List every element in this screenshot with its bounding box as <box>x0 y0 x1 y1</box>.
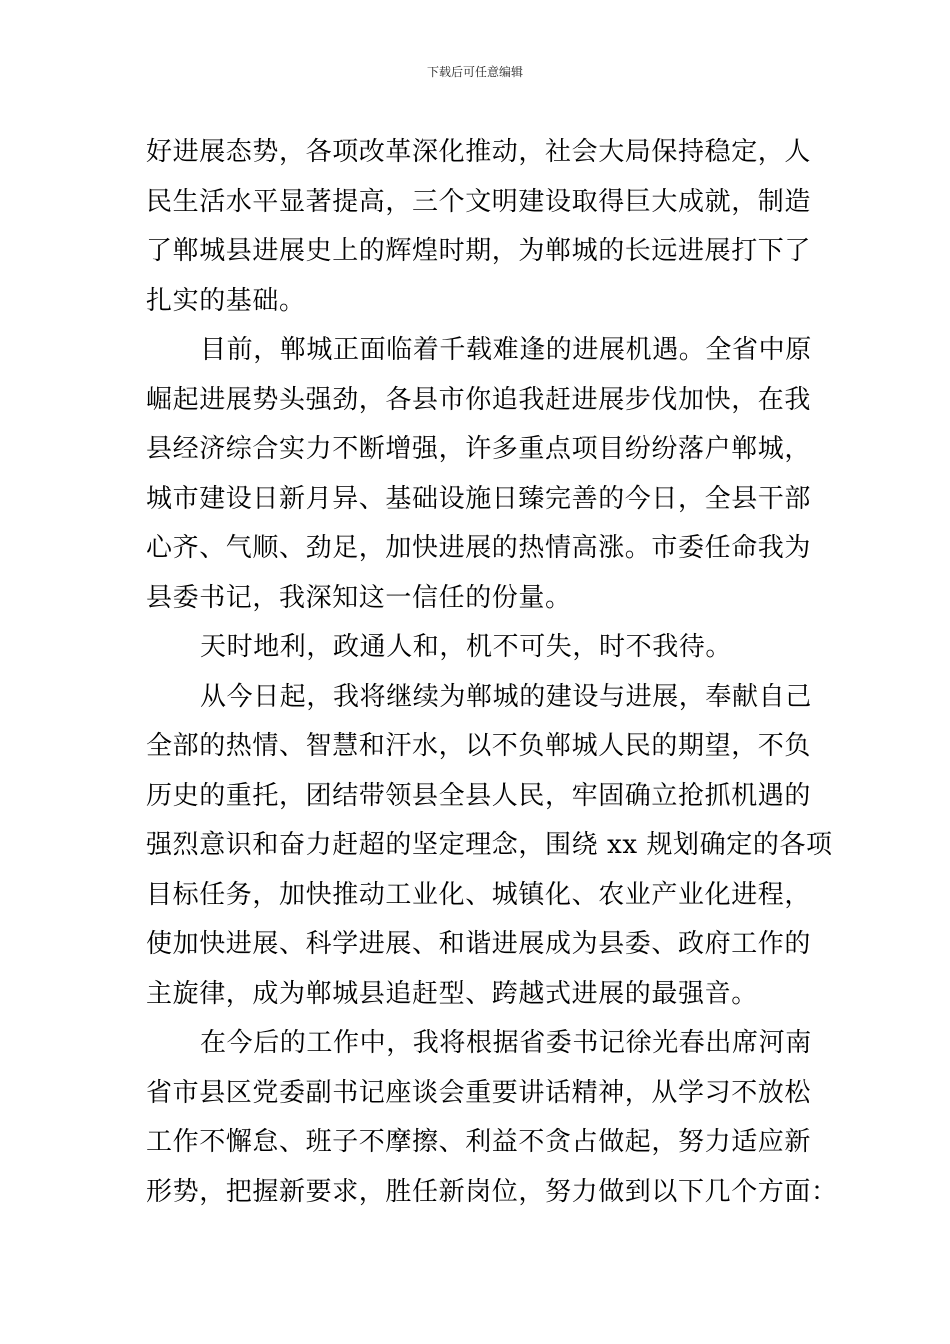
text-line: 工作不懈怠、班子不摩擦、利益不贪占做起，努力适应新 <box>146 1127 812 1157</box>
text-line: 省市县区党委副书记座谈会重要讲话精神，从学习不放松 <box>146 1077 812 1108</box>
text-line: 好进展态势，各项改革深化推动，社会大局保持稳定，人 <box>146 137 812 167</box>
text-line: 城市建设日新月异、基础设施日臻完善的今日，全县干部 <box>146 483 812 514</box>
text-line: 全部的热情、智慧和汗水，以不负郸城人民的期望，不负 <box>146 731 812 761</box>
text-line: 目标任务，加快推动工业化、城镇化、农业产业化进程， <box>146 879 812 910</box>
text-line: 历史的重托，团结带领县全县人民，牢固确立抢抓机遇的 <box>146 780 812 811</box>
text-line: 县委书记，我深知这一信任的份量。 <box>146 582 572 613</box>
text-line: 民生活水平显著提高，三个文明建设取得巨大成就，制造 <box>146 186 812 217</box>
text-line: 县经济综合实力不断增强，许多重点项目纷纷落户郸城， <box>146 434 812 464</box>
text-line: 心齐、气顺、劲足，加快进展的热情高涨。市委任命我为 <box>146 533 812 563</box>
document-body <box>146 128 838 1217</box>
text-line: 强烈意识和奋力赶超的坚定理念，围绕 xx 规划确定的各项 <box>146 830 833 860</box>
page-header-note: 下载后可任意编辑 <box>426 65 523 79</box>
text-line: 崛起进展势头强劲，各县市你追我赶进展步伐加快，在我 <box>146 384 812 415</box>
text-line: 形势，把握新要求，胜任新岗位，努力做到以下几个方面： <box>146 1176 838 1207</box>
text-line: 使加快进展、科学进展、和谐进展成为县委、政府工作的 <box>146 929 812 959</box>
text-line: 了郸城县进展史上的辉煌时期，为郸城的长远进展打下了 <box>146 236 812 266</box>
text-line: 主旋律，成为郸城县追赶型、跨越式进展的最强音。 <box>146 978 758 1009</box>
text-line: 扎实的基础。 <box>146 285 306 316</box>
text-line: 目前，郸城正面临着千载难逢的进展机遇。全省中原 <box>200 335 812 365</box>
text-line: 天时地利，政通人和，机不可失，时不我待。 <box>200 632 733 662</box>
text-line: 从今日起，我将继续为郸城的建设与进展，奉献自己 <box>200 681 812 712</box>
text-line: 在今后的工作中，我将根据省委书记徐光春出席河南 <box>200 1028 812 1058</box>
